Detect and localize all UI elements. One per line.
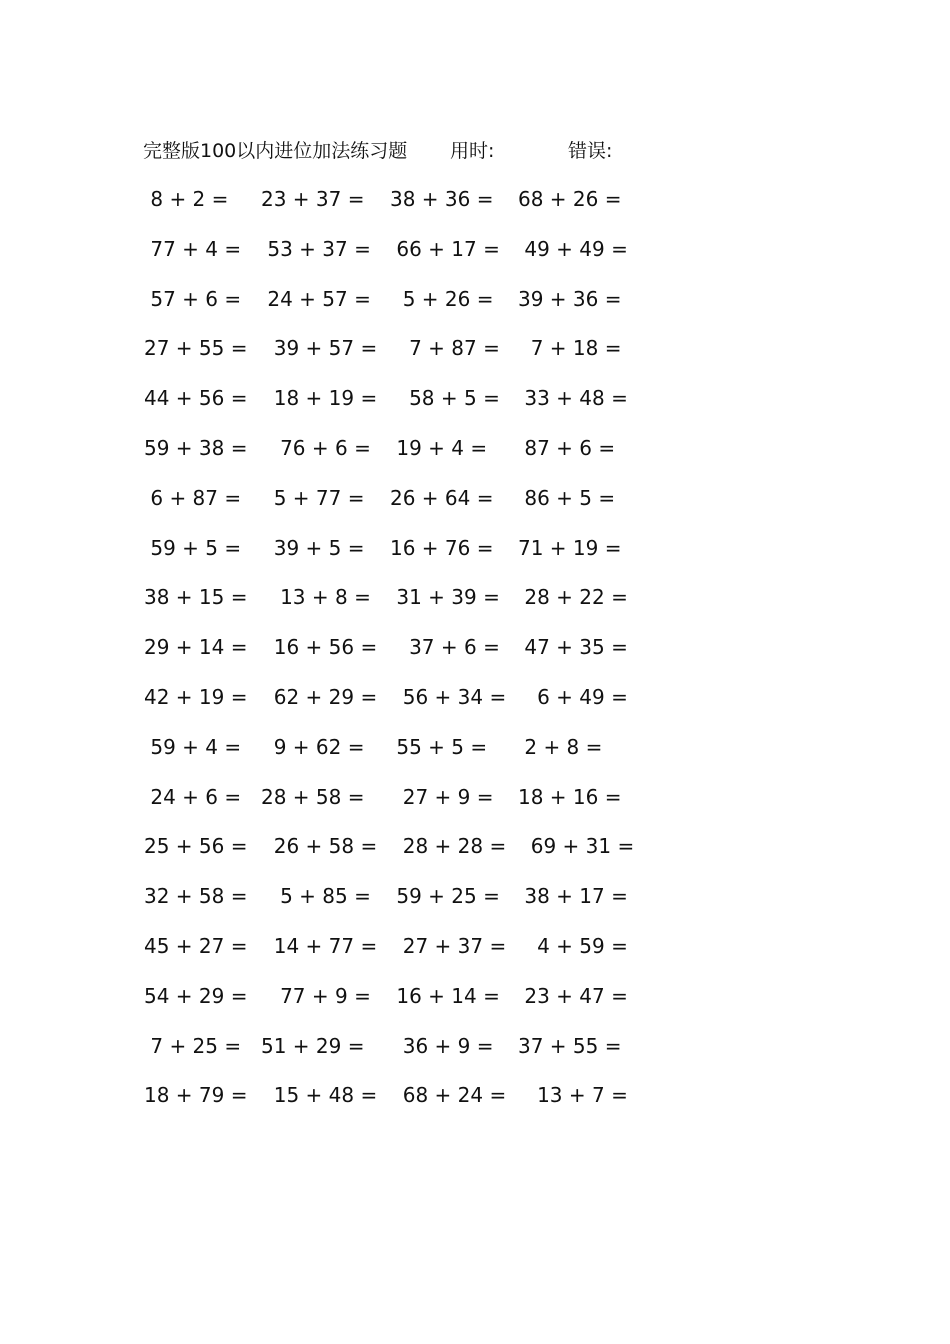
- problem: 62 + 29 =: [261, 684, 378, 709]
- time-used-label: 用时:: [450, 140, 495, 162]
- problem: 68 + 24 =: [390, 1083, 507, 1108]
- problem: 68 + 26 =: [518, 187, 622, 211]
- problem: 47 + 35 =: [518, 635, 628, 660]
- problem-row: [0, 333, 950, 383]
- problem: 23 + 37 =: [261, 187, 365, 211]
- problem: 27 + 55 =: [144, 336, 248, 361]
- problem: 57 + 6 =: [144, 286, 242, 311]
- problem: 42 + 19 =: [144, 684, 248, 709]
- problem: 4 + 59 =: [518, 933, 628, 958]
- problem-grid: [0, 184, 950, 1130]
- worksheet-header: [143, 136, 663, 166]
- problem: 5 + 77 =: [261, 485, 365, 510]
- problem: 31 + 39 =: [390, 585, 500, 610]
- problem: 51 + 29 =: [261, 1033, 365, 1058]
- problem: 2 + 8 =: [518, 734, 603, 759]
- problem: 39 + 57 =: [261, 336, 378, 361]
- problem-row: [0, 582, 950, 632]
- problem-row: [0, 782, 950, 832]
- problem: 37 + 55 =: [518, 1033, 622, 1058]
- problem-row: [0, 284, 950, 334]
- problem-row: [0, 931, 950, 981]
- problem: 6 + 87 =: [144, 485, 242, 510]
- problem: 16 + 56 =: [261, 635, 378, 660]
- problem: 28 + 28 =: [390, 834, 507, 859]
- problem: 25 + 56 =: [144, 834, 248, 859]
- problem: 28 + 58 =: [261, 784, 365, 809]
- problem: 55 + 5 =: [390, 734, 488, 759]
- problem: 18 + 79 =: [144, 1083, 248, 1108]
- problem-row: [0, 234, 950, 284]
- problem: 77 + 9 =: [261, 983, 371, 1008]
- problem: 26 + 64 =: [390, 485, 494, 510]
- problem: 5 + 26 =: [390, 286, 494, 311]
- errors-label: 错误:: [568, 140, 613, 162]
- problem: 36 + 9 =: [390, 1033, 494, 1058]
- problem: 18 + 19 =: [261, 386, 378, 411]
- problem: 6 + 49 =: [518, 684, 628, 709]
- problem: 27 + 9 =: [390, 784, 494, 809]
- problem-row: [0, 881, 950, 931]
- problem: 66 + 17 =: [390, 236, 500, 261]
- problem: 38 + 17 =: [518, 884, 628, 909]
- problem-row: [0, 1031, 950, 1081]
- problem: 14 + 77 =: [261, 933, 378, 958]
- problem: 16 + 14 =: [390, 983, 500, 1008]
- worksheet-title: 完整版100以内进位加法练习题: [143, 140, 408, 162]
- problem: 24 + 6 =: [144, 784, 242, 809]
- problem: 87 + 6 =: [518, 435, 616, 460]
- problem: 13 + 7 =: [518, 1083, 628, 1108]
- problem: 69 + 31 =: [518, 834, 635, 859]
- problem-row: [0, 682, 950, 732]
- problem: 5 + 85 =: [261, 884, 371, 909]
- problem: 71 + 19 =: [518, 535, 622, 560]
- problem: 19 + 4 =: [390, 435, 488, 460]
- problem: 7 + 87 =: [390, 336, 500, 361]
- problem: 37 + 6 =: [390, 635, 500, 660]
- problem-row: [0, 483, 950, 533]
- problem: 27 + 37 =: [390, 933, 507, 958]
- problem: 59 + 25 =: [390, 884, 500, 909]
- problem: 59 + 5 =: [144, 535, 242, 560]
- problem: 58 + 5 =: [390, 386, 500, 411]
- problem-row: [0, 184, 950, 234]
- problem: 54 + 29 =: [144, 983, 248, 1008]
- problem: 18 + 16 =: [518, 784, 622, 809]
- problem: 38 + 36 =: [390, 187, 494, 211]
- problem-row: [0, 831, 950, 881]
- problem: 39 + 5 =: [261, 535, 365, 560]
- problem: 7 + 25 =: [144, 1033, 242, 1058]
- problem: 45 + 27 =: [144, 933, 248, 958]
- problem-row: [0, 1080, 950, 1130]
- problem: 76 + 6 =: [261, 435, 371, 460]
- problem: 77 + 4 =: [144, 236, 242, 261]
- problem-row: [0, 632, 950, 682]
- problem-row: [0, 383, 950, 433]
- problem: 24 + 57 =: [261, 286, 371, 311]
- problem: 56 + 34 =: [390, 684, 507, 709]
- problem: 59 + 38 =: [144, 435, 248, 460]
- problem: 39 + 36 =: [518, 286, 622, 311]
- problem-row: [0, 981, 950, 1031]
- problem: 59 + 4 =: [144, 734, 242, 759]
- problem: 8 + 2 =: [144, 187, 229, 211]
- problem: 28 + 22 =: [518, 585, 628, 610]
- problem: 23 + 47 =: [518, 983, 628, 1008]
- problem: 38 + 15 =: [144, 585, 248, 610]
- problem: 15 + 48 =: [261, 1083, 378, 1108]
- problem-row: [0, 433, 950, 483]
- problem: 49 + 49 =: [518, 236, 628, 261]
- problem: 16 + 76 =: [390, 535, 494, 560]
- problem: 32 + 58 =: [144, 884, 248, 909]
- problem-row: [0, 533, 950, 583]
- problem-row: [0, 732, 950, 782]
- problem: 9 + 62 =: [261, 734, 365, 759]
- problem: 7 + 18 =: [518, 336, 622, 361]
- problem: 29 + 14 =: [144, 635, 248, 660]
- problem: 86 + 5 =: [518, 485, 616, 510]
- problem: 26 + 58 =: [261, 834, 378, 859]
- problem: 33 + 48 =: [518, 386, 628, 411]
- problem: 53 + 37 =: [261, 236, 371, 261]
- problem: 13 + 8 =: [261, 585, 371, 610]
- problem: 44 + 56 =: [144, 386, 248, 411]
